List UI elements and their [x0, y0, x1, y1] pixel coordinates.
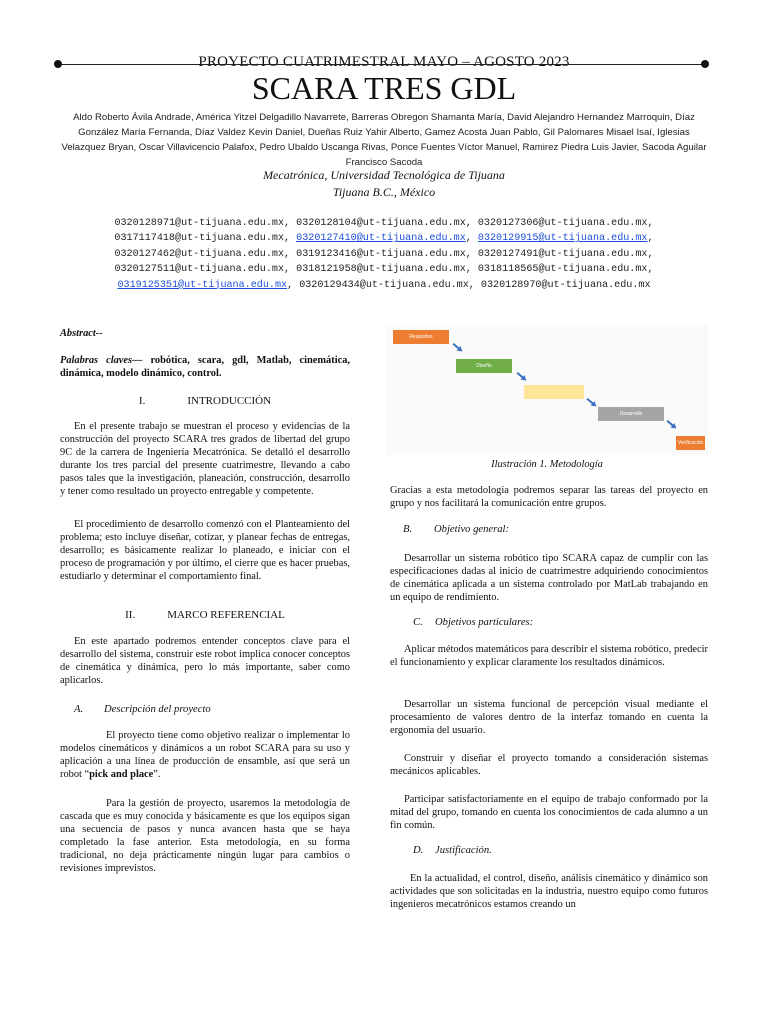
box-blank: [524, 385, 584, 399]
subsection-title: Justificación.: [435, 845, 492, 856]
arrow-icon: [517, 372, 526, 380]
arrow-icon: [453, 343, 462, 351]
figure-caption: Ilustración 1. Metodología: [491, 459, 603, 470]
email-sep: ,: [647, 233, 654, 245]
box-verificacion: Verificación: [676, 436, 705, 450]
arrow-icon: [667, 420, 676, 428]
subsection-letter: D.: [413, 845, 424, 856]
affiliation: Mecatrónica, Universidad Tecnológica de Tijuana: [263, 168, 505, 182]
description-paragraph: Para la gestión de proyecto, usaremos la metodología de cascada que es muy conocida y básicamente es que los equipos sigan una secuencia de pasos y nunca avancen hasta que se haya completado la fase anterior. Esta metodología, en su forma tradicional, no deja prácticamente ningún lugar para cambios o revisiones imprevistos.: [60, 798, 350, 874]
pick-and-place: pick and place: [89, 769, 154, 780]
description-text: El proyecto tiene como objetivo realizar o implementar lo modelos cinemáticos y dinámicos a un robot SCARA para su uso y aplicación a una línea de producción de ensamble, así que será un robot “: [60, 730, 350, 780]
email-link[interactable]: 0320127410@ut-tijuana.edu.mx: [296, 233, 466, 245]
description-text: ”.: [153, 769, 161, 780]
location: Tijuana B.C., México: [332, 185, 436, 199]
email-line: 0320127462@ut-tijuana.edu.mx, 0319123416@ut-tijuana.edu.mx, 0320127491@ut-tijuana.edu.mx,: [114, 248, 654, 260]
header-rule: [58, 64, 704, 65]
abstract: [60, 327, 350, 340]
rule-right-dot: [701, 60, 709, 68]
subsection-letter: C.: [413, 617, 423, 628]
objective-paragraph: Aplicar métodos matemáticos para describir el sistema robótico, predecir el funcionamiento y explicar claramente los resultados dinámicos.: [390, 644, 708, 668]
paper-title: SCARA TRES GDL: [251, 70, 517, 106]
arrow-icon: [587, 398, 596, 406]
box-diseno: Diseño: [456, 359, 512, 373]
marco-paragraph: En este apartado podremos entender conceptos clave para el desarrollo del sistema, construir este robot implica conocer conceptos de cinemática y dinámica, pero lo más importante, saber como aplicarlos.: [60, 636, 350, 686]
intro-paragraph: El procedimiento de desarrollo comenzó con el Planteamiento del problema; esto incluye diseñar, cotizar, y planear fechas de entregas, desarrollo; es básicamente realizar lo planeado, e iniciar con el proceso de programación y por último, el cierre que es hacer pruebas, estudiarlo y determinar el comportamiento final.: [60, 519, 350, 582]
keywords-label: Palabras claves—: [60, 355, 143, 366]
subsection-heading-c: [413, 617, 703, 628]
subsection-title: Descripción del proyecto: [104, 704, 211, 715]
email-line: 0320128971@ut-tijuana.edu.mx, 0320128104@ut-tijuana.edu.mx, 0320127306@ut-tijuana.edu.mx,: [114, 218, 654, 229]
email-line: [70, 231, 698, 246]
box-desarrollo: Desarrollo: [598, 407, 664, 421]
email-block: [70, 216, 698, 293]
keywords-text: robótica, scara, gdl, Matlab, cinemática, dinámica, modelo dinámico, control.: [60, 355, 350, 379]
intro-paragraph: En el presente trabajo se muestran el proceso y evidencias de la construcción del proyecto SCARA tres grados de libertad del grupo 9C de la carrera de Ingeniería Mecatrónica. Se detalló el desarrollo durante los tres parcial del presente cuatrimestre, llevando a cabo pasos tales que la investigación, planeación, construcción, desarrollo y tener como resultado un proyecto entregable y competente.: [60, 421, 350, 497]
email-link[interactable]: 0320129915@ut-tijuana.edu.mx: [477, 233, 648, 245]
justification-paragraph: En la actualidad, el control, diseño, análisis cinemático y dinámico son actividades que son solicitadas en la industria, nuestro equipo como futuros ingenieros mecatrónicos estamos creando un: [390, 873, 708, 910]
subsection-heading-a: [74, 704, 350, 715]
figure-followup-paragraph: Gracias a esta metodología podremos separar las tareas del proyecto en grupo y nos facilitará la comunicación entre grupos.: [390, 485, 708, 509]
email-sep: ,: [465, 233, 472, 245]
box-requisitos: Requisitos: [393, 330, 449, 344]
section-heading-marco: [60, 609, 350, 621]
abstract-label: Abstract--: [60, 328, 103, 339]
author-list: Aldo Roberto Ávila Andrade, América Yitzel Delgadillo Navarrete, Barreras Obregon Shamanta María, David Alejandro Hernandez Marroquin, Díaz González María Fernanda, Díaz Valdez Kevin Daniel, Dueñas Ruiz Yahir Alberto, Gamez Acosta Juan Pablo, Gil Palomares Misael Isaí, Iglesias Velazquez Bryan, Oscar Villavicencio Palafox, Pedro Ubaldo Uscanga Rivas, Ponce Fuentes Víctor Manuel, Ramirez Piedra Luis Javier, Sacoda Aguilar Francisco Sacoda: [61, 112, 707, 168]
subsection-heading-b: [403, 524, 703, 535]
description-paragraph: [60, 729, 350, 781]
waterfall-diagram: [386, 325, 708, 455]
subsection-title: Objetivos particulares:: [435, 617, 534, 628]
objective-paragraph: Participar satisfactoriamente en el equipo de trabajo conformado por la mitad del grupo, tomando en cuenta los conocimientos de cada alumno a un fin común.: [390, 794, 708, 831]
objective-paragraph: Construir y diseñar el proyecto tomando a consideración sistemas mecánicos aplicables.: [390, 753, 708, 777]
email-text: 0317117418@ut-tijuana.edu.mx,: [114, 233, 291, 245]
subsection-letter: A.: [74, 704, 84, 715]
section-number: II.: [125, 609, 136, 621]
subsection-title: Objetivo general:: [434, 524, 510, 535]
section-title: INTRODUCCIÓN: [187, 395, 272, 407]
email-line: [70, 278, 698, 293]
email-line: 0320127511@ut-tijuana.edu.mx, 0318121958@ut-tijuana.edu.mx, 0318118565@ut-tijuana.edu.mx,: [114, 264, 654, 276]
section-number: I.: [138, 395, 146, 407]
keywords: [60, 354, 350, 380]
objective-general-paragraph: Desarrollar un sistema robótico tipo SCARA capaz de cumplir con las especificaciones dadas al inicio de cuatrimestre adquiriendo conocimientos de cinemática aplicada a un sistema controlado por MatLab trabajando en un equipo de rendimiento.: [390, 553, 708, 603]
email-link[interactable]: 0319125351@ut-tijuana.edu.mx: [117, 279, 288, 291]
email-text: , 0320129434@ut-tijuana.edu.mx, 0320128970@ut-tijuana.edu.mx: [287, 279, 651, 291]
subsection-letter: B.: [403, 524, 413, 535]
project-line: PROYECTO CUATRIMESTRAL MAYO – AGOSTO 2023: [198, 54, 570, 70]
objective-paragraph: Desarrollar un sistema funcional de percepción visual mediante el procesamiento de valores dentro de la interfaz tomando en cuenta la ergonomía del usuario.: [390, 699, 708, 736]
rule-left-dot: [54, 60, 62, 68]
section-title: MARCO REFERENCIAL: [167, 609, 285, 621]
section-heading-intro: [60, 395, 350, 407]
subsection-heading-d: [413, 845, 703, 856]
